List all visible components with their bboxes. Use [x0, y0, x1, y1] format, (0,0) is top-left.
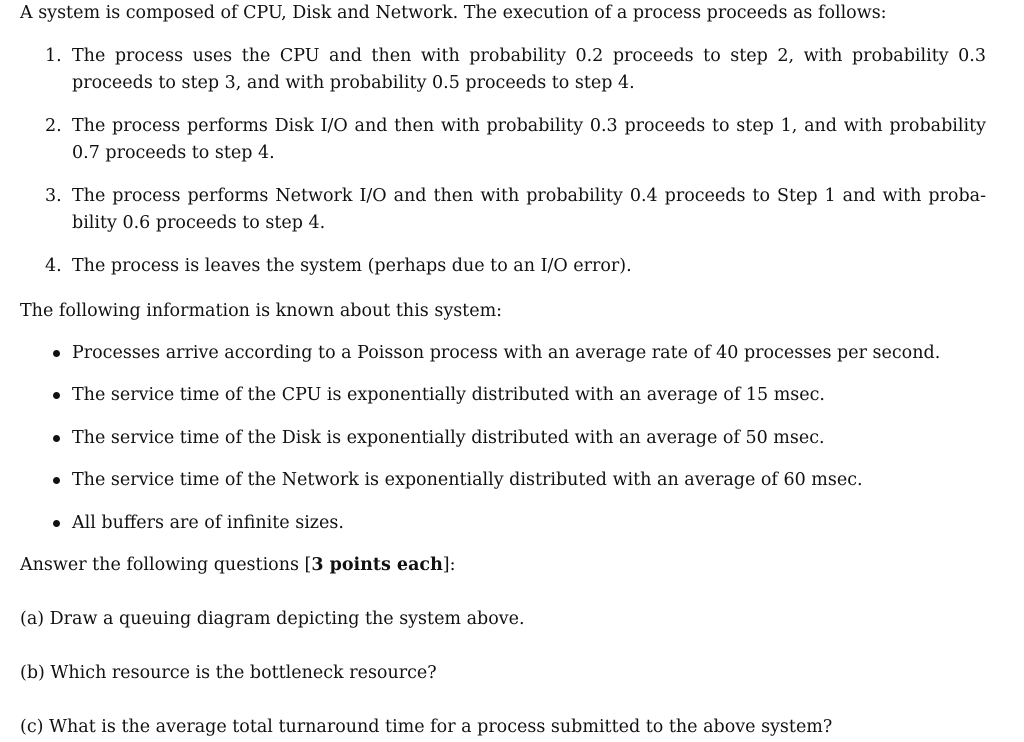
step-text-line: bility 0.6 proceeds to step 4.: [72, 213, 326, 233]
question-b: (b) Which resource is the bottleneck resource?: [20, 663, 437, 683]
bullet-icon: [53, 350, 60, 357]
answer-intro-suffix: ]:: [442, 555, 456, 575]
fact-text: The service time of the Network is exponentially distributed with an average of 60 msec.: [72, 470, 863, 490]
fact-text: The service time of the CPU is exponentially distributed with an average of 15 msec.: [72, 385, 825, 405]
points-label: 3 points each: [311, 555, 443, 575]
fact-text: Processes arrive according to a Poisson process with an average rate of 40 processes per second.: [72, 343, 941, 363]
step-text-line: The process uses the CPU and then with probability 0.2 proceeds to step 2, with probability 0.3: [72, 46, 986, 66]
intro-text: A system is composed of CPU, Disk and Network. The execution of a process proceeds as follows:: [20, 3, 887, 23]
question-c: (c) What is the average total turnaround time for a process submitted to the above system?: [20, 717, 833, 737]
question-a: (a) Draw a queuing diagram depicting the system above.: [20, 609, 525, 629]
step-text-line: The process is leaves the system (perhaps due to an I/O error).: [72, 256, 632, 276]
step-number: 1.: [45, 46, 62, 66]
step-text-line: 0.7 proceeds to step 4.: [72, 143, 275, 163]
bullet-icon: [53, 477, 60, 484]
step-text-line: The process performs Network I/O and then with probability 0.4 proceeds to Step 1 and with proba-: [72, 186, 986, 206]
bullet-icon: [53, 435, 60, 442]
step-number: 2.: [45, 116, 62, 136]
bullet-icon: [53, 520, 60, 527]
step-number: 4.: [45, 256, 62, 276]
known-intro-text: The following information is known about this system:: [20, 301, 503, 321]
step-number: 3.: [45, 186, 62, 206]
step-text-line: The process performs Disk I/O and then with probability 0.3 proceeds to step 1, and with probability: [72, 116, 986, 136]
fact-text: The service time of the Disk is exponentially distributed with an average of 50 msec.: [72, 428, 825, 448]
answer-intro: [20, 552, 456, 579]
step-text-line: proceeds to step 3, and with probability 0.5 proceeds to step 4.: [72, 73, 635, 93]
bullet-icon: [53, 392, 60, 399]
fact-text: All buffers are of infinite sizes.: [72, 513, 344, 533]
answer-intro-prefix: Answer the following questions [: [20, 555, 312, 575]
